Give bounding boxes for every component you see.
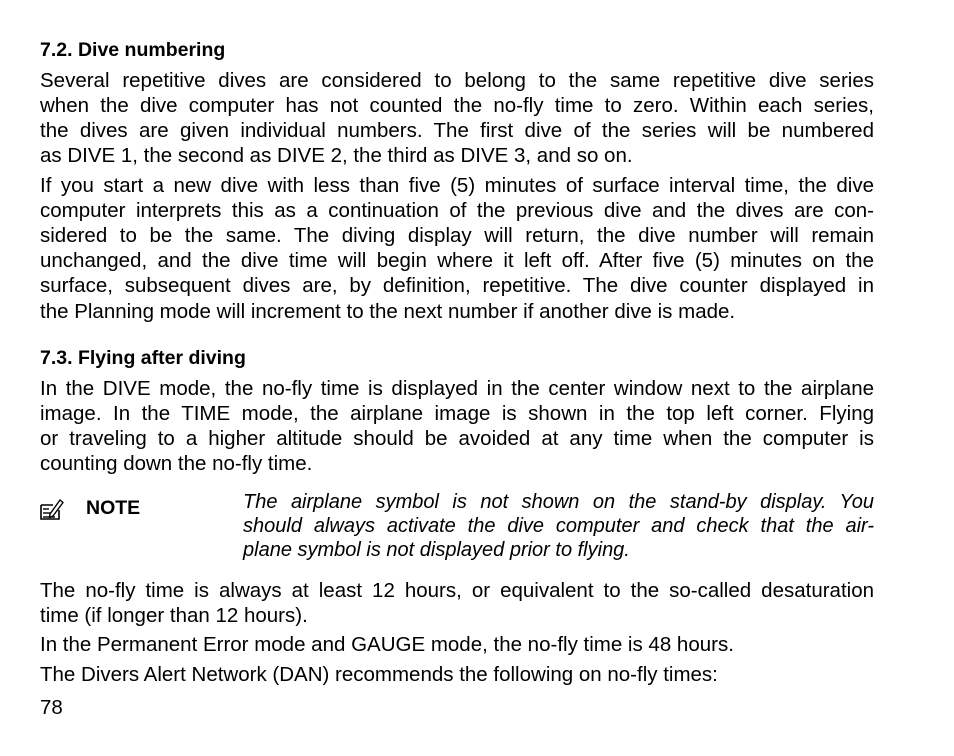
section-heading-flying-after-diving: 7.3. Flying after diving: [40, 347, 246, 369]
page-number: 78: [40, 696, 63, 719]
paragraph-line: when the dive computer has not counted the no-fly time to zero. Within each series,: [40, 94, 874, 117]
paragraph-line: unchanged, and the dive time will begin where it left off. After five (5) minutes on the: [40, 249, 874, 272]
note-pencil-icon: [40, 498, 64, 520]
paragraph-line: time (if longer than 12 hours).: [40, 604, 308, 627]
paragraph-line: Several repetitive dives are considered to belong to the same repetitive dive series: [40, 69, 874, 92]
paragraph-line: counting down the no-fly time.: [40, 452, 313, 475]
note-text-line: The airplane symbol is not shown on the stand-by display. You: [243, 491, 874, 513]
note-label: NOTE: [86, 497, 141, 519]
note-text-line: plane symbol is not displayed prior to flying.: [243, 539, 630, 561]
paragraph-line: computer interprets this as a continuation of the previous dive and the dives are con-: [40, 199, 874, 222]
paragraph-line: the dives are given individual numbers. The first dive of the series will be numbered: [40, 119, 874, 142]
paragraph-line: In the DIVE mode, the no-fly time is displayed in the center window next to the airplane: [40, 377, 874, 400]
paragraph-line: surface, subsequent dives are, by definition, repetitive. The dive counter displayed in: [40, 274, 874, 297]
paragraph-line: sidered to be the same. The diving display will return, the dive number will remain: [40, 224, 874, 247]
paragraph-line: image. In the TIME mode, the airplane image is shown in the top left corner. Flying: [40, 402, 874, 425]
paragraph-line: or traveling to a higher altitude should be avoided at any time when the computer is: [40, 427, 874, 450]
paragraph-line: The Divers Alert Network (DAN) recommends the following on no-fly times:: [40, 663, 718, 686]
paragraph-line: as DIVE 1, the second as DIVE 2, the third as DIVE 3, and so on.: [40, 144, 633, 167]
paragraph-line: If you start a new dive with less than five (5) minutes of surface interval time, the dive: [40, 174, 874, 197]
section-heading-dive-numbering: 7.2. Dive numbering: [40, 39, 226, 61]
paragraph-line: In the Permanent Error mode and GAUGE mode, the no-fly time is 48 hours.: [40, 633, 734, 656]
paragraph-line: The no-fly time is always at least 12 hours, or equivalent to the so-called desaturation: [40, 579, 874, 602]
paragraph-line: the Planning mode will increment to the next number if another dive is made.: [40, 300, 736, 323]
note-text-line: should always activate the dive computer and check that the air-: [243, 515, 874, 537]
